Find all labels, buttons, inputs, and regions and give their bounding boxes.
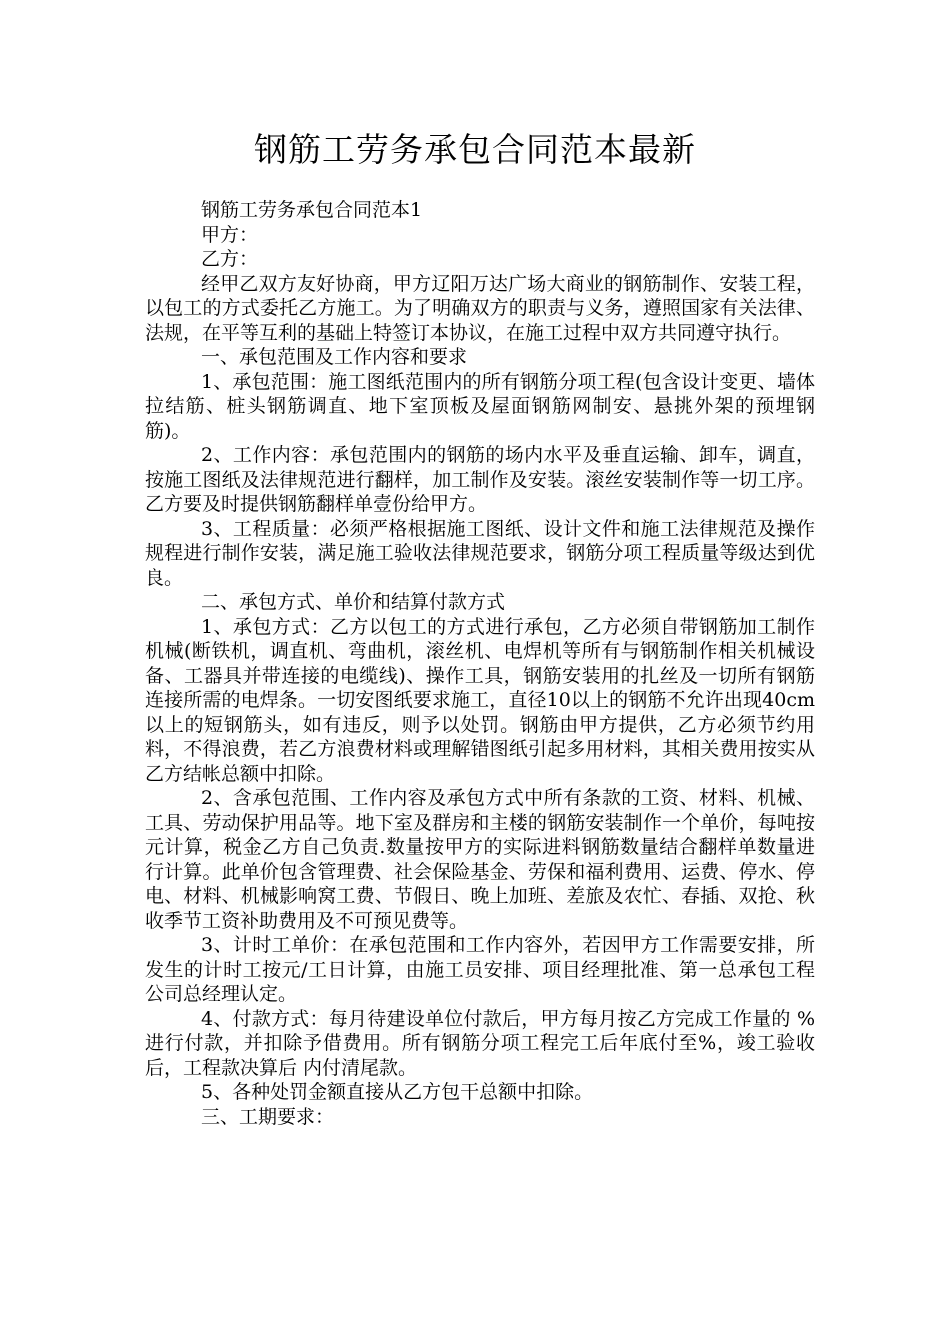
paragraph: 3、计时工单价：在承包范围和工作内容外，若因甲方工作需要安排，所发生的计时工按元/工日计算，由施工员安排、项目经理批准、第一总承包工程公司总经理认定。 <box>145 934 815 1005</box>
paragraph: 3、工程质量：必须严格根据施工图纸、设计文件和施工法律规范及操作规程进行制作安装，满足施工验收法律规范要求，钢筋分项工程质量等级达到优良。 <box>145 517 815 589</box>
paragraph-preamble: 经甲乙双方友好协商，甲方辽阳万达广场大商业的钢筋制作、安装工程，以包工的方式委托乙方施工。为了明确双方的职责与义务，遵照国家有关法律、法规，在平等互利的基础上特签订本协议，在施工过程中双方共同遵守执行。 <box>145 272 815 344</box>
paragraph: 2、含承包范围、工作内容及承包方式中所有条款的工资、材料、机械、工具、劳动保护用品等。地下室及群房和主楼的钢筋安装制作一个单价，每吨按元计算，税金乙方自己负责.数量按甲方的实际进料钢筋数量结合翻样单数量进行计算。此单价包含管理费、社会保险基金、劳保和福利费用、运费、停水、停电、材料、机械影响窝工费、节假日、晚上加班、差旅及农忙、春插、双抢、秋收季节工资补助费用及不可预见费等。 <box>145 787 815 932</box>
paragraph-party-a: 甲方： <box>201 223 259 246</box>
paragraph-party-b: 乙方： <box>201 248 259 270</box>
paragraph: 1、承包方式：乙方以包工的方式进行承包，乙方必须自带钢筋加工制作机械(断铁机，调直机、弯曲机，滚丝机、电焊机等所有与钢筋制作相关机械设备、工器具并带连接的电缆线)、操作工具，钢筋安装用的扎丝及一切所有钢筋连接所需的电焊条。一切安图纸要求施工，直径10以上的钢筋不允许出现40cm以上的短钢筋头，如有违反，则予以处罚。钢筋由甲方提供，乙方必须节约用料，不得浪费，若乙方浪费材料或理解错图纸引起多用材料，其相关费用按实从乙方结帐总额中扣除。 <box>145 615 815 785</box>
section-heading-1: 一、承包范围及工作内容和要求 <box>201 346 468 368</box>
paragraph-subtitle: 钢筋工劳务承包合同范本1 <box>201 199 423 221</box>
section-heading-3: 三、工期要求： <box>201 1105 335 1128</box>
section-heading-2: 二、承包方式、单价和结算付款方式 <box>201 591 506 613</box>
document-title: 钢筋工劳务承包合同范本最新 <box>254 130 696 169</box>
document-body <box>145 198 815 1129</box>
paragraph: 4、付款方式：每月待建设单位付款后，甲方每月按乙方完成工作量的 %进行付款，并扣除予借费用。所有钢筋分项工程完工后年底付至%，竣工验收后，工程款决算后 内付清尾款。 <box>145 1007 815 1079</box>
paragraph: 2、工作内容：承包范围内的钢筋的场内水平及垂直运输、卸车，调直，按施工图纸及法律规范进行翻样，加工制作及安装。滚丝安装制作等一切工序。乙方要及时提供钢筋翻样单壹份给甲方。 <box>145 444 815 515</box>
paragraph: 1、承包范围：施工图纸范围内的所有钢筋分项工程(包含设计变更、墙体拉结筋、桩头钢筋调直、地下室顶板及屋面钢筋网制安、悬挑外架的预埋钢筋)。 <box>145 370 815 442</box>
paragraph: 5、各种处罚金额直接从乙方包干总额中扣除。 <box>201 1081 594 1103</box>
